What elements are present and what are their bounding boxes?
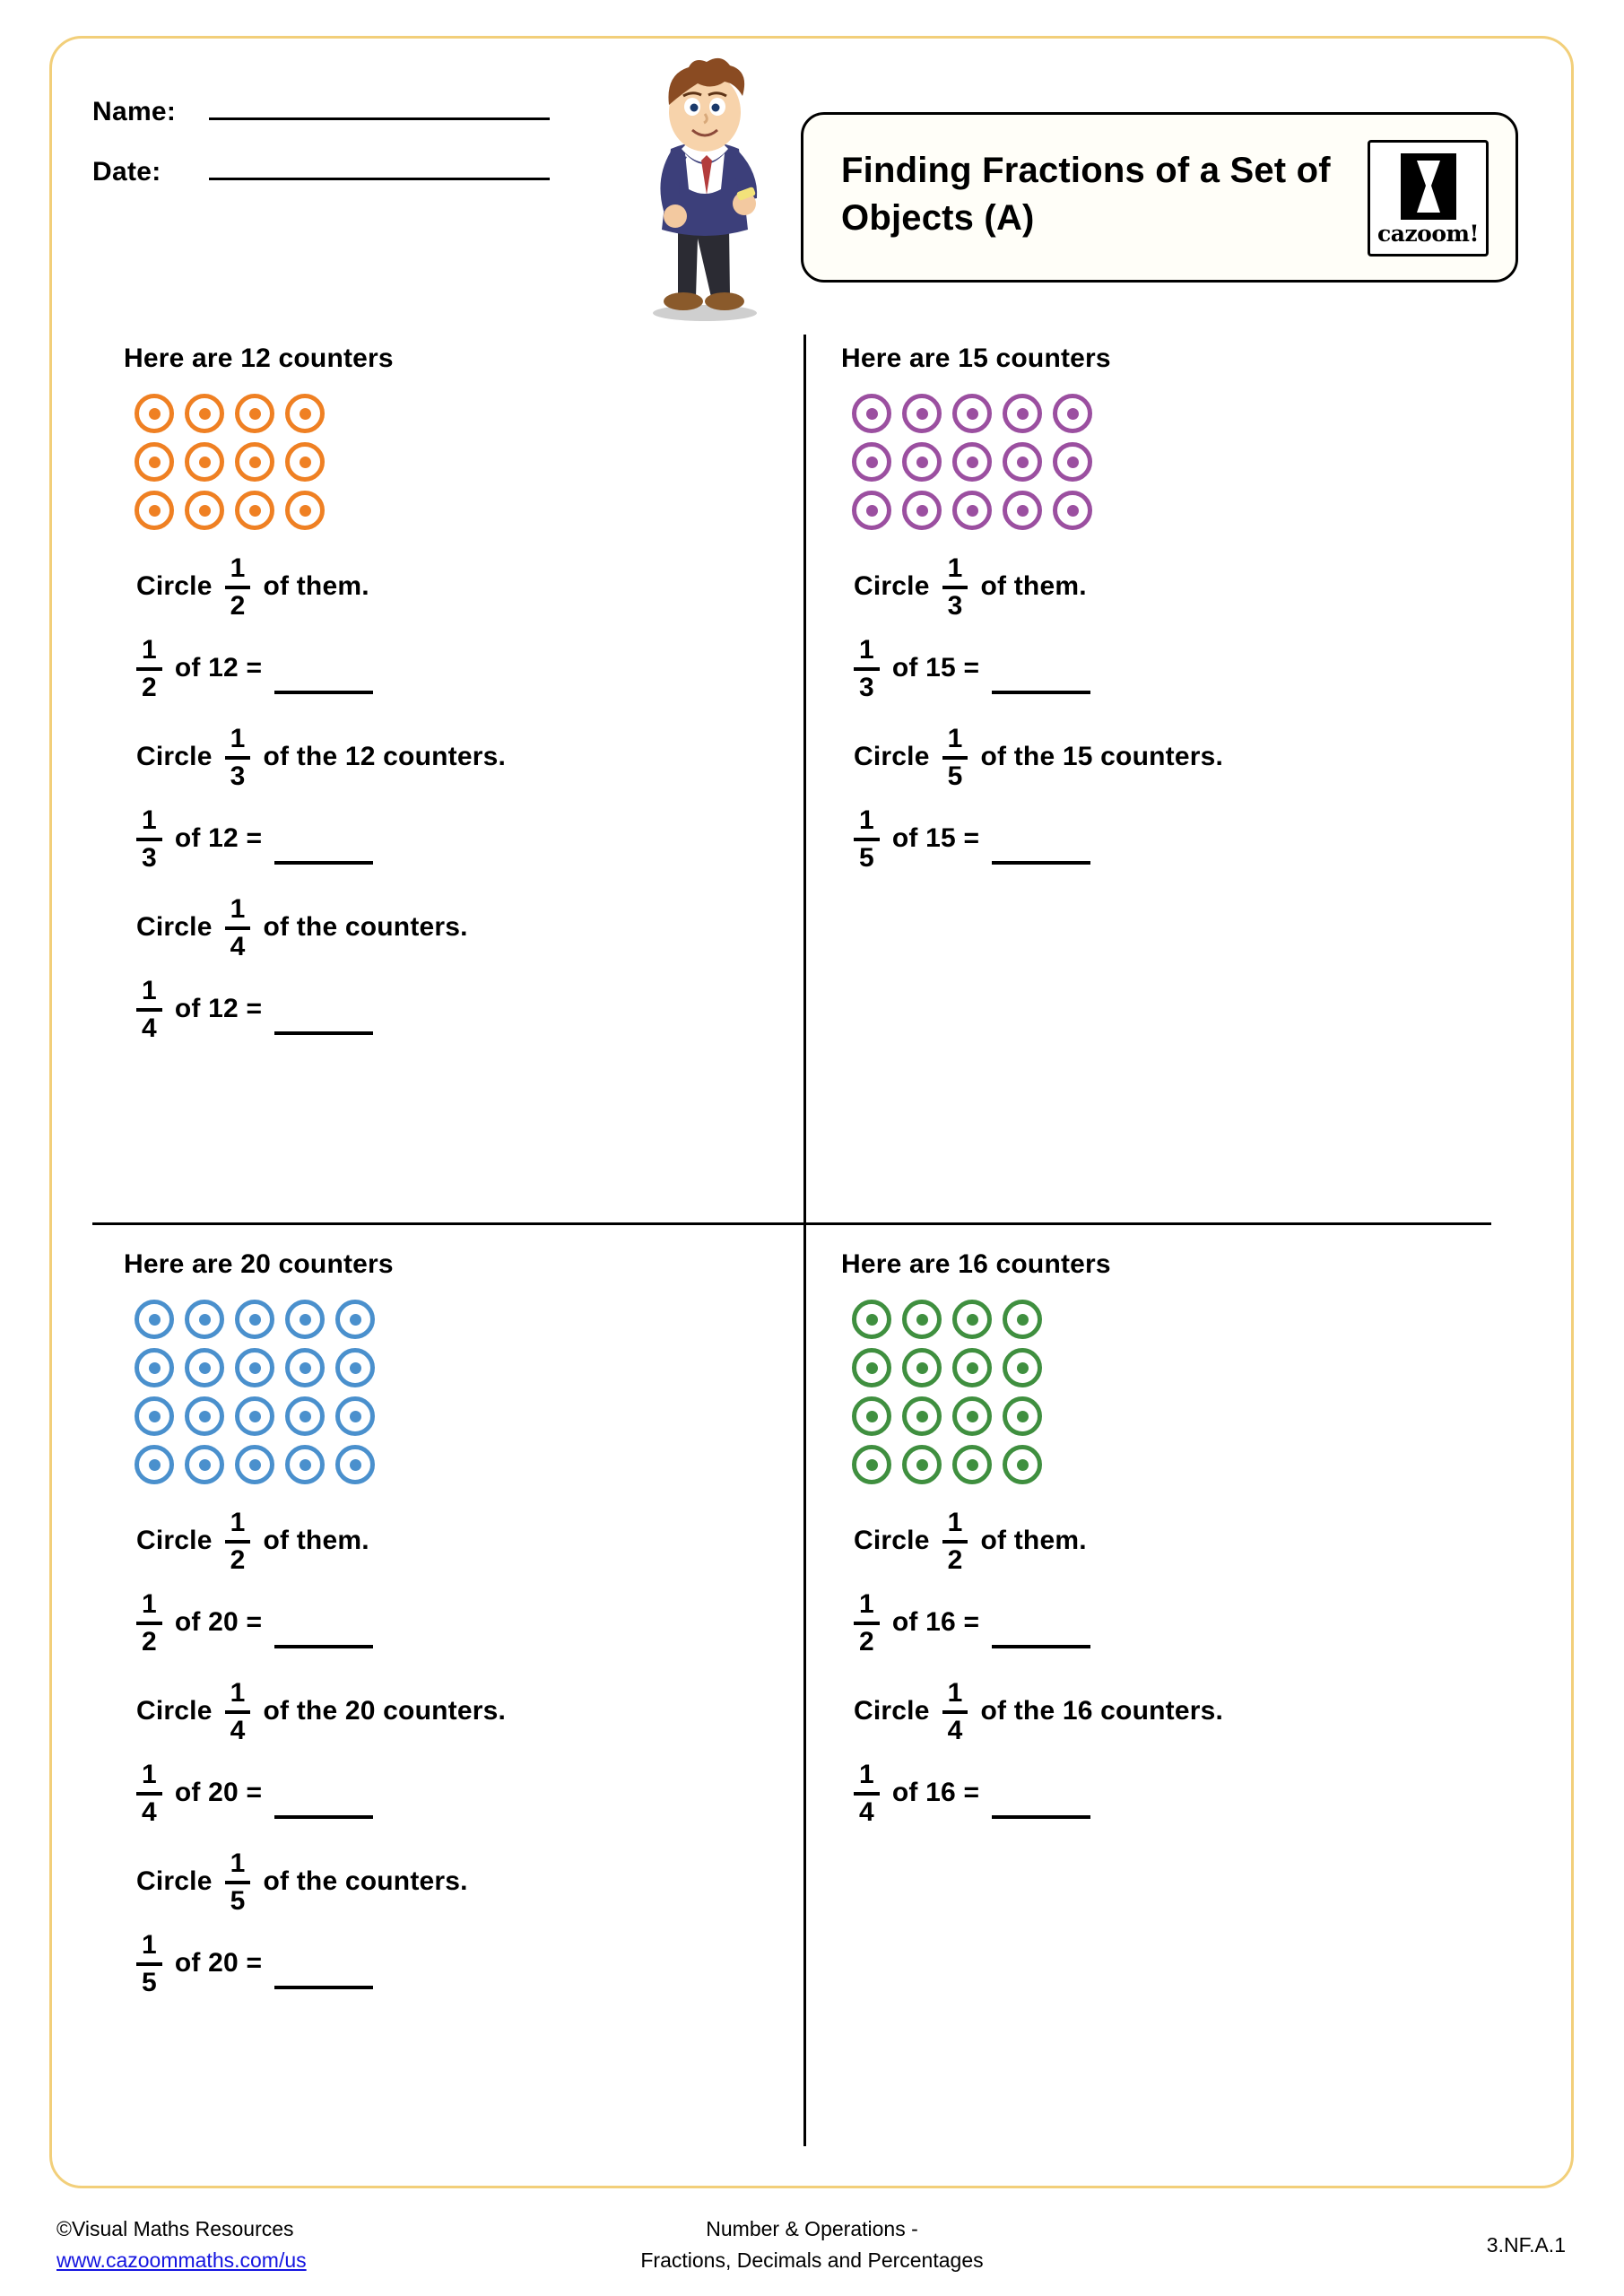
circle-suffix: of them. bbox=[980, 1525, 1087, 1555]
answer-blank[interactable] bbox=[992, 1622, 1090, 1648]
counter-icon[interactable] bbox=[235, 394, 274, 433]
counter-icon[interactable] bbox=[285, 1396, 325, 1436]
question-block-3 bbox=[124, 1249, 805, 1996]
counter-icon[interactable] bbox=[135, 1396, 174, 1436]
cazoom-logo bbox=[1368, 140, 1489, 257]
circle-word: Circle bbox=[854, 1695, 930, 1726]
fraction: $\frac{1}{5}$ bbox=[225, 1849, 251, 1915]
question-lines bbox=[841, 553, 1523, 871]
equation-text: of 12 = bbox=[174, 822, 263, 853]
counter-icon[interactable] bbox=[185, 491, 224, 530]
counter-icon[interactable] bbox=[235, 491, 274, 530]
fraction-bar bbox=[854, 838, 880, 841]
counters-group bbox=[852, 1300, 1523, 1484]
fraction-bar bbox=[225, 756, 251, 760]
circle-word: Circle bbox=[136, 741, 213, 771]
fraction-bar bbox=[225, 926, 251, 930]
circle-instruction bbox=[136, 1678, 805, 1744]
counter-icon[interactable] bbox=[335, 1348, 375, 1387]
answer-equation bbox=[854, 805, 1523, 871]
answer-equation bbox=[136, 635, 805, 700]
fraction-bar bbox=[136, 1008, 162, 1012]
answer-blank[interactable] bbox=[274, 1962, 373, 1989]
circle-instruction bbox=[854, 724, 1523, 789]
question-lines bbox=[124, 553, 805, 1041]
copyright-text: ©Visual Maths Resources bbox=[56, 2217, 294, 2240]
counter-row bbox=[135, 491, 805, 530]
question-heading: Here are 16 counters bbox=[841, 1249, 1111, 1279]
counter-icon[interactable] bbox=[285, 491, 325, 530]
counter-icon[interactable] bbox=[902, 1396, 942, 1436]
counter-row bbox=[852, 1348, 1523, 1387]
counter-icon[interactable] bbox=[135, 491, 174, 530]
circle-suffix: of them. bbox=[263, 570, 369, 601]
circle-suffix: of the 15 counters. bbox=[980, 741, 1224, 771]
answer-equation bbox=[136, 1589, 805, 1655]
counter-row bbox=[852, 1396, 1523, 1436]
fraction-bar bbox=[942, 1710, 968, 1714]
counter-icon[interactable] bbox=[185, 442, 224, 482]
counter-icon[interactable] bbox=[135, 394, 174, 433]
fraction-bar bbox=[942, 586, 968, 589]
equation-text: of 20 = bbox=[174, 1947, 263, 1978]
circle-instruction bbox=[136, 724, 805, 789]
counter-icon[interactable] bbox=[285, 442, 325, 482]
equation-text: of 16 = bbox=[891, 1606, 980, 1637]
answer-blank[interactable] bbox=[274, 1008, 373, 1035]
circle-suffix: of the counters. bbox=[263, 911, 468, 942]
fraction: $\frac{1}{3}$ bbox=[942, 554, 968, 620]
counter-icon[interactable] bbox=[952, 442, 992, 482]
circle-instruction bbox=[854, 1508, 1523, 1573]
question-heading: Here are 15 counters bbox=[841, 344, 1111, 373]
counter-icon[interactable] bbox=[952, 1300, 992, 1339]
fraction: $\frac{1}{4}$ bbox=[225, 1679, 251, 1744]
answer-equation bbox=[136, 805, 805, 871]
counter-icon[interactable] bbox=[1003, 1300, 1042, 1339]
fraction: $\frac{1}{2}$ bbox=[854, 1590, 880, 1656]
counter-icon[interactable] bbox=[185, 394, 224, 433]
question-lines bbox=[124, 1508, 805, 1996]
fraction: $\frac{1}{2}$ bbox=[225, 554, 251, 620]
answer-blank[interactable] bbox=[274, 667, 373, 694]
equation-text: of 12 = bbox=[174, 652, 263, 683]
name-input-line[interactable] bbox=[209, 92, 550, 120]
circle-word: Circle bbox=[136, 911, 213, 942]
questions-grid bbox=[52, 326, 1571, 2132]
fraction-bar bbox=[136, 1792, 162, 1796]
equation-text: of 15 = bbox=[891, 652, 980, 683]
name-date-block bbox=[92, 92, 630, 213]
fraction: $\frac{1}{5}$ bbox=[854, 806, 880, 872]
counter-icon[interactable] bbox=[135, 1348, 174, 1387]
fraction-bar bbox=[942, 1540, 968, 1544]
counter-icon[interactable] bbox=[952, 1348, 992, 1387]
date-input-line[interactable] bbox=[209, 152, 550, 180]
counter-icon[interactable] bbox=[185, 1445, 224, 1484]
counter-row bbox=[852, 1300, 1523, 1339]
counter-icon[interactable] bbox=[852, 1348, 891, 1387]
answer-equation bbox=[854, 635, 1523, 700]
counter-icon[interactable] bbox=[235, 1445, 274, 1484]
question-heading: Here are 20 counters bbox=[124, 1249, 394, 1279]
topic-line-2: Fractions, Decimals and Percentages bbox=[640, 2248, 984, 2272]
answer-blank[interactable] bbox=[274, 1622, 373, 1648]
answer-equation bbox=[136, 1930, 805, 1996]
answer-equation bbox=[854, 1760, 1523, 1825]
circle-suffix: of the 16 counters. bbox=[980, 1695, 1224, 1726]
counter-icon[interactable] bbox=[335, 1396, 375, 1436]
worksheet-header bbox=[52, 39, 1571, 317]
counter-icon[interactable] bbox=[952, 394, 992, 433]
fraction: $\frac{1}{3}$ bbox=[136, 806, 162, 872]
counter-icon[interactable] bbox=[902, 491, 942, 530]
counter-row bbox=[135, 442, 805, 482]
fraction-bar bbox=[225, 1710, 251, 1714]
circle-word: Circle bbox=[136, 1866, 213, 1896]
counter-row bbox=[135, 1300, 805, 1339]
circle-word: Circle bbox=[854, 1525, 930, 1555]
circle-suffix: of the 12 counters. bbox=[263, 741, 507, 771]
equation-text: of 15 = bbox=[891, 822, 980, 853]
counter-icon[interactable] bbox=[852, 442, 891, 482]
answer-blank[interactable] bbox=[992, 667, 1090, 694]
fraction-bar bbox=[942, 756, 968, 760]
circle-instruction bbox=[136, 553, 805, 619]
question-block-2 bbox=[841, 344, 1523, 871]
question-lines bbox=[841, 1508, 1523, 1825]
counter-row bbox=[852, 1445, 1523, 1484]
counters-group bbox=[852, 394, 1523, 530]
counter-row bbox=[135, 1445, 805, 1484]
fraction: $\frac{1}{4}$ bbox=[854, 1761, 880, 1826]
circle-instruction bbox=[854, 1678, 1523, 1744]
worksheet-page bbox=[49, 36, 1574, 2188]
fraction: $\frac{1}{4}$ bbox=[136, 1761, 162, 1826]
counter-icon[interactable] bbox=[135, 442, 174, 482]
answer-blank[interactable] bbox=[274, 1792, 373, 1819]
counter-icon[interactable] bbox=[852, 1445, 891, 1484]
circle-word: Circle bbox=[854, 570, 930, 601]
counter-icon[interactable] bbox=[235, 1348, 274, 1387]
circle-word: Circle bbox=[136, 570, 213, 601]
counter-row bbox=[852, 394, 1523, 433]
counter-icon[interactable] bbox=[1003, 1445, 1042, 1484]
circle-suffix: of the 20 counters. bbox=[263, 1695, 507, 1726]
counter-icon[interactable] bbox=[902, 1348, 942, 1387]
counter-icon[interactable] bbox=[852, 491, 891, 530]
counter-row bbox=[135, 394, 805, 433]
counter-icon[interactable] bbox=[235, 442, 274, 482]
circle-instruction bbox=[136, 1848, 805, 1914]
equation-text: of 16 = bbox=[891, 1777, 980, 1807]
circle-suffix: of the counters. bbox=[263, 1866, 468, 1896]
answer-blank[interactable] bbox=[274, 838, 373, 865]
counter-icon[interactable] bbox=[1003, 1396, 1042, 1436]
name-label: Name: bbox=[92, 97, 177, 126]
counter-icon[interactable] bbox=[852, 1396, 891, 1436]
counter-icon[interactable] bbox=[902, 442, 942, 482]
fraction-bar bbox=[136, 838, 162, 841]
circle-word: Circle bbox=[854, 741, 930, 771]
circle-instruction bbox=[136, 894, 805, 960]
fraction: $\frac{1}{4}$ bbox=[136, 977, 162, 1042]
counter-row bbox=[135, 1348, 805, 1387]
fraction: $\frac{1}{2}$ bbox=[136, 1590, 162, 1656]
question-block-4 bbox=[841, 1249, 1523, 1825]
answer-equation bbox=[854, 1589, 1523, 1655]
counter-icon[interactable] bbox=[1003, 394, 1042, 433]
counter-icon[interactable] bbox=[285, 1348, 325, 1387]
circle-suffix: of them. bbox=[980, 570, 1087, 601]
fraction-bar bbox=[136, 1962, 162, 1966]
equation-text: of 12 = bbox=[174, 993, 263, 1023]
fraction-bar bbox=[225, 586, 251, 589]
fraction-bar bbox=[854, 1622, 880, 1625]
horizontal-divider bbox=[92, 1222, 1491, 1225]
topic-line-1: Number & Operations - bbox=[706, 2217, 918, 2240]
page-footer bbox=[49, 2213, 1575, 2285]
logo-wordmark: cazoom! bbox=[1377, 221, 1479, 247]
counter-icon[interactable] bbox=[335, 1445, 375, 1484]
equation-text: of 20 = bbox=[174, 1777, 263, 1807]
page-title: Finding Fractions of a Set of Objects (A) bbox=[841, 151, 1331, 238]
counter-icon[interactable] bbox=[1053, 491, 1092, 530]
website-link[interactable]: www.cazoommaths.com/us bbox=[56, 2248, 307, 2272]
fraction: $\frac{1}{5}$ bbox=[942, 725, 968, 790]
fraction: $\frac{1}{3}$ bbox=[225, 725, 251, 790]
counter-icon[interactable] bbox=[135, 1300, 174, 1339]
circle-instruction bbox=[136, 1508, 805, 1573]
date-label: Date: bbox=[92, 157, 161, 187]
counter-icon[interactable] bbox=[852, 1300, 891, 1339]
question-block-1 bbox=[124, 344, 805, 1041]
counter-icon[interactable] bbox=[1053, 394, 1092, 433]
fraction-bar bbox=[854, 667, 880, 671]
answer-blank[interactable] bbox=[992, 1792, 1090, 1819]
fraction: $\frac{1}{5}$ bbox=[136, 1931, 162, 1996]
standard-code: 3.NF.A.1 bbox=[1486, 2233, 1566, 2257]
counter-icon[interactable] bbox=[902, 394, 942, 433]
counter-icon[interactable] bbox=[285, 1445, 325, 1484]
fraction-bar bbox=[225, 1881, 251, 1884]
counter-row bbox=[852, 491, 1523, 530]
fraction: $\frac{1}{2}$ bbox=[942, 1509, 968, 1574]
fraction-bar bbox=[225, 1540, 251, 1544]
counter-icon[interactable] bbox=[135, 1445, 174, 1484]
counter-icon[interactable] bbox=[185, 1348, 224, 1387]
fraction-bar bbox=[854, 1792, 880, 1796]
counter-row bbox=[852, 442, 1523, 482]
counter-icon[interactable] bbox=[285, 394, 325, 433]
counter-icon[interactable] bbox=[185, 1300, 224, 1339]
circle-word: Circle bbox=[136, 1525, 213, 1555]
fraction-bar bbox=[136, 667, 162, 671]
date-row bbox=[92, 152, 630, 187]
fraction: $\frac{1}{2}$ bbox=[225, 1509, 251, 1574]
fraction: $\frac{1}{4}$ bbox=[225, 895, 251, 961]
counter-icon[interactable] bbox=[952, 1396, 992, 1436]
counter-row bbox=[135, 1396, 805, 1436]
counter-icon[interactable] bbox=[1003, 1348, 1042, 1387]
counter-icon[interactable] bbox=[1053, 442, 1092, 482]
counter-icon[interactable] bbox=[1003, 442, 1042, 482]
equation-text: of 20 = bbox=[174, 1606, 263, 1637]
fraction: $\frac{1}{3}$ bbox=[854, 636, 880, 701]
counter-icon[interactable] bbox=[285, 1300, 325, 1339]
counter-icon[interactable] bbox=[1003, 491, 1042, 530]
counter-icon[interactable] bbox=[952, 491, 992, 530]
counter-icon[interactable] bbox=[952, 1445, 992, 1484]
title-box bbox=[801, 112, 1518, 283]
answer-blank[interactable] bbox=[992, 838, 1090, 865]
counter-icon[interactable] bbox=[235, 1300, 274, 1339]
counters-group bbox=[135, 394, 805, 530]
counter-icon[interactable] bbox=[335, 1300, 375, 1339]
name-row bbox=[92, 92, 630, 127]
counter-icon[interactable] bbox=[902, 1445, 942, 1484]
circle-word: Circle bbox=[136, 1695, 213, 1726]
footer-left bbox=[56, 2213, 307, 2275]
mascot-boy-icon bbox=[626, 55, 783, 324]
counter-icon[interactable] bbox=[185, 1396, 224, 1436]
circle-instruction bbox=[854, 553, 1523, 619]
fraction: $\frac{1}{2}$ bbox=[136, 636, 162, 701]
question-heading: Here are 12 counters bbox=[124, 344, 394, 373]
counter-icon[interactable] bbox=[852, 394, 891, 433]
answer-equation bbox=[136, 1760, 805, 1825]
circle-suffix: of them. bbox=[263, 1525, 369, 1555]
fraction-bar bbox=[136, 1622, 162, 1625]
fraction: $\frac{1}{4}$ bbox=[942, 1679, 968, 1744]
answer-equation bbox=[136, 976, 805, 1041]
counters-group bbox=[135, 1300, 805, 1484]
counter-icon[interactable] bbox=[235, 1396, 274, 1436]
footer-center bbox=[640, 2213, 983, 2275]
hourglass-icon bbox=[1397, 152, 1460, 222]
counter-icon[interactable] bbox=[902, 1300, 942, 1339]
